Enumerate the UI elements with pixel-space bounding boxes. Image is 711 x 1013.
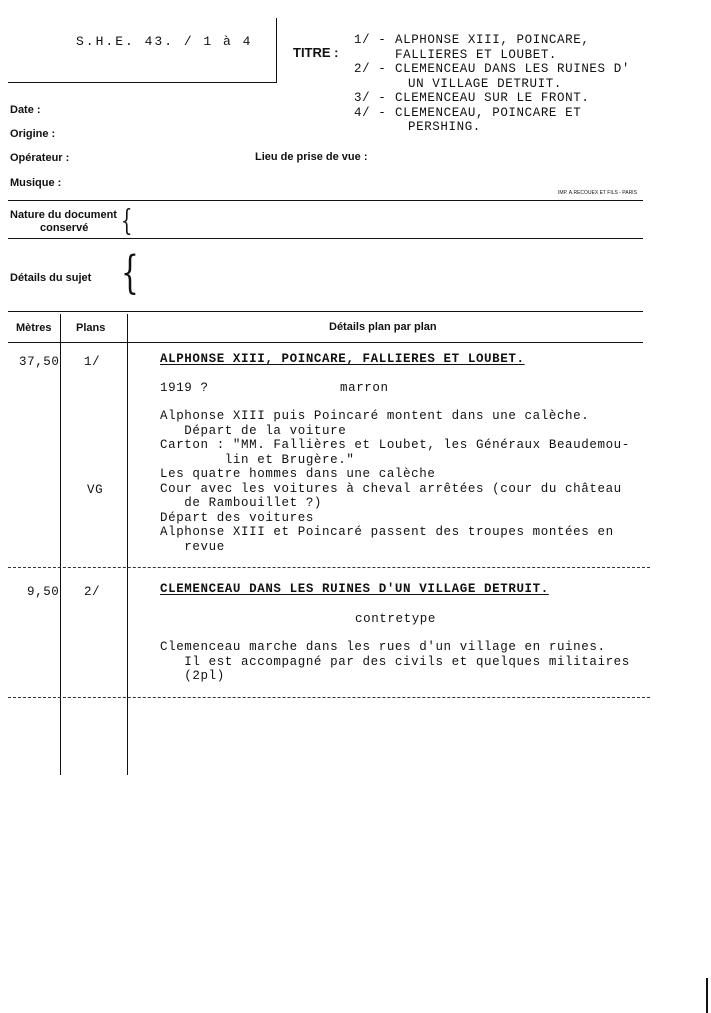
- title-1-line-2: FALLIERES ET LOUBET.: [395, 47, 558, 62]
- entry-separator-1: [8, 567, 650, 568]
- entry-2-line-2: Il est accompagné par des civils et quelques militaires: [160, 654, 630, 669]
- entry-1-line-6: Cour avec les voitures à cheval arrêtées (cour du château: [160, 481, 622, 496]
- sujet-brace: {: [121, 246, 139, 299]
- entry-1-line-5: Les quatre hommes dans une calèche: [160, 467, 436, 481]
- titre-label: TITRE :: [293, 45, 339, 60]
- operateur-label: Opérateur :: [10, 152, 70, 164]
- column-separator-2: [127, 314, 128, 775]
- column-plans: Plans: [76, 322, 106, 334]
- rule-nature: [8, 238, 643, 239]
- rule-sujet: [8, 311, 643, 312]
- title-4-num: 4/ -: [354, 105, 387, 120]
- entry-1-title: ALPHONSE XIII, POINCARE, FALLIERES ET LOUBET.: [160, 352, 525, 366]
- title-4-line-2: PERSHING.: [408, 120, 481, 134]
- printer-mark: IMP. A.RECOUEX ET FILS - PARIS: [558, 190, 637, 196]
- title-2-line-2: UN VILLAGE DETRUIT.: [408, 76, 562, 91]
- entry-1-line-2: Départ de la voiture: [160, 423, 347, 438]
- nature-label-1: Nature du document: [10, 209, 117, 221]
- entry-1-note: marron: [340, 381, 389, 395]
- nature-brace: {: [121, 205, 133, 239]
- column-separator-1: [60, 314, 61, 775]
- nature-label-2: conservé: [40, 222, 89, 234]
- title-2-line-1: CLEMENCEAU DANS LES RUINES D': [395, 62, 630, 76]
- title-4-line-1: CLEMENCEAU, POINCARE ET: [395, 105, 582, 120]
- edge-mark: [706, 978, 708, 1013]
- entry-2-line-3: (2pl): [160, 669, 225, 683]
- title-2-num: 2/ -: [354, 62, 387, 76]
- entry-1-line-8: Départ des voitures: [160, 510, 314, 525]
- entry-1-line-10: revue: [160, 539, 225, 554]
- column-details: Détails plan par plan: [329, 321, 437, 333]
- date-label: Date :: [10, 104, 41, 116]
- musique-label: Musique :: [10, 177, 62, 189]
- entry-1-line-7: de Rambouillet ?): [160, 496, 323, 510]
- entry-1-line-4: lin et Brugère.": [160, 452, 355, 467]
- entry-separator-2: [8, 697, 650, 698]
- lieu-label: Lieu de prise de vue :: [255, 151, 368, 163]
- entry-1-line-9: Alphonse XIII et Poincaré passent des troupes montées en: [160, 525, 614, 539]
- entry-1-vg: VG: [87, 483, 104, 497]
- column-metres: Mètres: [16, 322, 52, 334]
- entry-1-line-3: Carton : "MM. Fallières et Loubet, les Généraux Beaudemou-: [160, 438, 630, 452]
- entry-2-plan: 2/: [84, 585, 101, 599]
- entry-2-line-1: Clemenceau marche dans les rues d'un village en ruines.: [160, 640, 606, 654]
- origine-label: Origine :: [10, 128, 56, 140]
- header-rule: [8, 82, 277, 83]
- entry-1-line-1: Alphonse XIII puis Poincaré montent dans une calèche.: [160, 409, 590, 423]
- title-1-num: 1/ -: [354, 33, 387, 47]
- rule-table-header: [8, 342, 643, 343]
- entry-1-metres: 37,50: [19, 355, 60, 369]
- title-3-num: 3/ -: [354, 91, 387, 105]
- title-1-line-1: ALPHONSE XIII, POINCARE,: [395, 33, 590, 47]
- entry-2-metres: 9,50: [27, 585, 60, 599]
- details-sujet-label: Détails du sujet: [10, 272, 92, 284]
- entry-2-title: CLEMENCEAU DANS LES RUINES D'UN VILLAGE DETRUIT.: [160, 582, 549, 596]
- entry-1-year: 1919 ?: [160, 381, 209, 395]
- entry-1-plan: 1/: [84, 355, 101, 369]
- header-divider: [276, 18, 277, 83]
- title-3-line-1: CLEMENCEAU SUR LE FRONT.: [395, 91, 590, 105]
- entry-2-note: contretype: [355, 612, 437, 626]
- rule-top: [8, 200, 643, 201]
- document-reference: S.H.E. 43. / 1 à 4: [76, 34, 253, 49]
